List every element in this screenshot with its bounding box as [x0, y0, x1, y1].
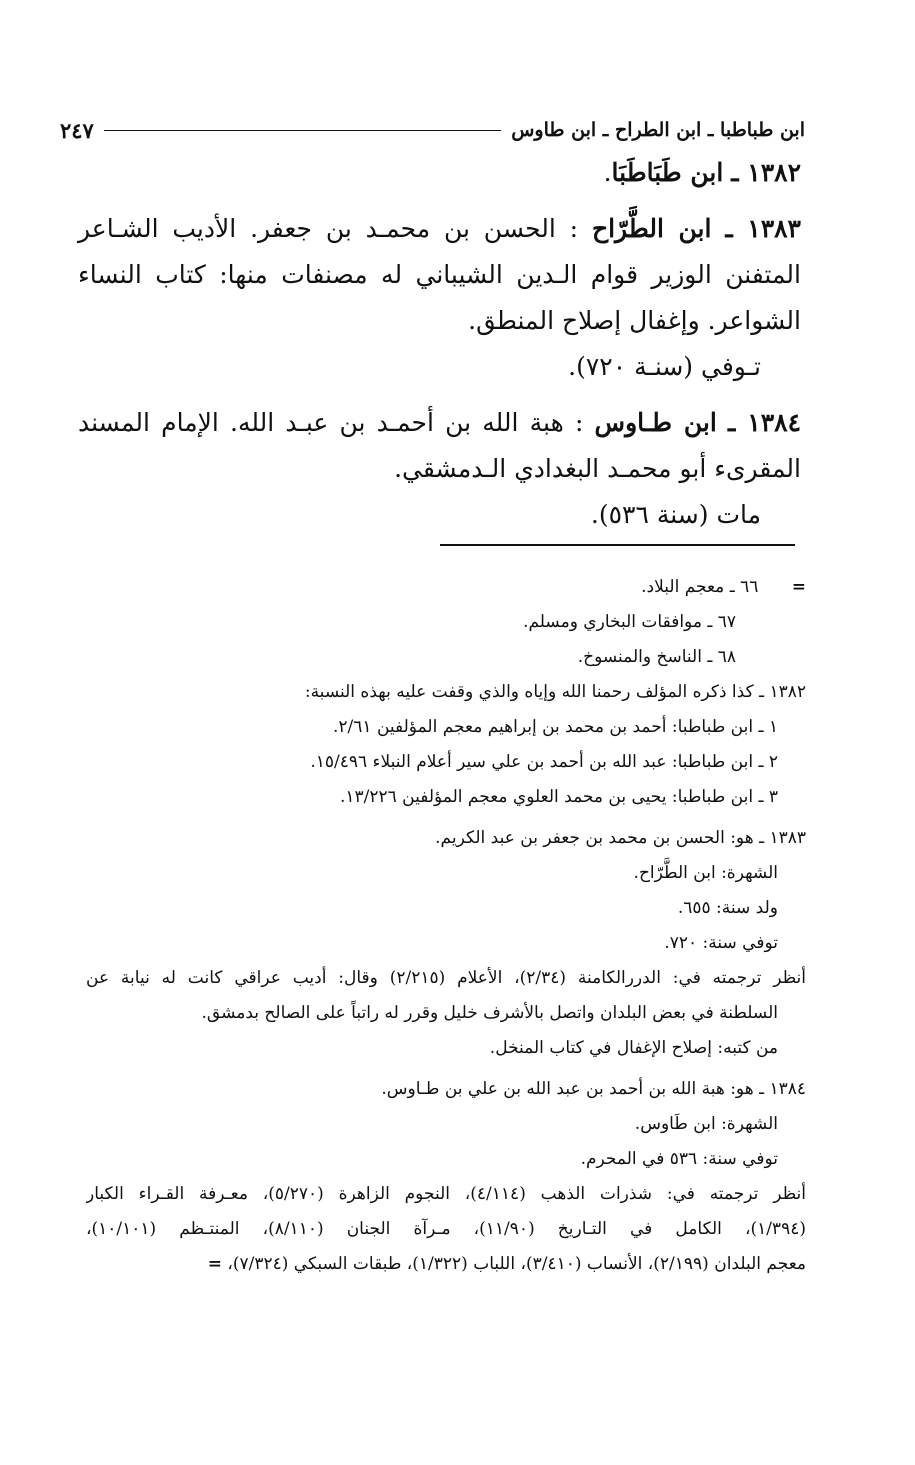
footnote-line [86, 570, 806, 605]
note-1384-head: ١٣٨٤ ـ هو: هبة الله بن أحمد بن عبد الله بن علي بن طـاوس. [381, 1079, 806, 1099]
note-1383-fame: الشهرة: ابن الطَّرّاح. [633, 863, 778, 883]
entry-number: ١٣٨٣ ـ [725, 214, 801, 243]
note-1384-refs: أنظر ترجمته في: شذرات الذهب (٤/١١٤)، النجوم الزاهرة (٥/٢٧٠)، معـرفة القـراء الكبار [86, 1184, 806, 1204]
page-header [60, 112, 805, 148]
note-1384-refs-last [86, 1247, 806, 1282]
note-1382-item: ٣ ـ ابن طباطبا: يحيى بن محمد العلوي معجم المؤلفين ١٣/٢٢٦. [339, 787, 778, 807]
entry-number: ١٣٨٢ ـ [731, 158, 801, 187]
entry-1382 [78, 150, 801, 196]
entry-death: تـوفي (سنـة ٧٢٠). [568, 352, 761, 381]
note-1383-head: ١٣٨٣ ـ هو: الحسن بن محمد بن جعفر بن عبد الكريم. [435, 828, 806, 848]
entry-name: ابن طـاوس [594, 408, 717, 437]
footnote-text: معجم البلدان (٢/١٩٩)، الأنساب (٣/٤١٠)، اللباب (١/٣٢٢)، طبقات السبكي (٧/٣٢٤)، [227, 1254, 806, 1274]
note-1382-head: ١٣٨٢ ـ كذا ذكره المؤلف رحمنا الله وإياه والذي وقفت عليه بهذه النسبة: [304, 682, 806, 702]
header-rule [104, 130, 501, 131]
continuation-marker: = [207, 1254, 222, 1274]
footnote-line: ٦٧ ـ موافقات البخاري ومسلم. [523, 612, 736, 632]
note-1382-item: ١ ـ ابن طباطبا: أحمد بن محمد بن إبراهيم معجم المؤلفين ٢/٦١. [333, 717, 778, 737]
entry-text: : هبة الله بن أحمـد بن عبـد الله. الإمام المسند المقرىء أبو محمـد البغدادي الـدمشقي. [78, 408, 801, 483]
entry-1383 [78, 206, 801, 390]
note-1384-fame: الشهرة: ابن طَاوس. [634, 1114, 778, 1134]
entry-name: ابن الطَّرّاح [591, 214, 712, 243]
page-number: ٢٤٧ [60, 117, 94, 143]
footnote-line: ٦٨ ـ الناسخ والمنسوخ. [577, 647, 736, 667]
entry-text: : الحسن بن محمـد بن جعفر. الأديب الشـاعر المتفنن الوزير قوام الـدين الشيباني له مصنفات منها: كتاب النساء الشواعر. وإغفال إصلاح المنطق. [78, 214, 801, 335]
note-1382-item: ٢ ـ ابن طباطبا: عبد الله بن أحمد بن علي سير أعلام النبلاء ١٥/٤٩٦. [310, 752, 778, 772]
note-1383-refs: السلطنة في بعض البلدان واتصل بالأشرف خليل وقرر له راتباً على الصالح بدمشق. [201, 1003, 778, 1023]
entry-1384 [78, 400, 801, 538]
note-1384-refs: (١/٣٩٤)، الكامل في التـاريخ (١١/٩٠)، مـرآة الجنان (٨/١١٠)، المنتـظم (١٠/١٠١)، [86, 1219, 806, 1239]
note-1383-died: توفي سنة: ٧٢٠. [664, 933, 778, 953]
running-title: ابن طباطبا ـ ابن الطراح ـ ابن طاوس [511, 119, 805, 141]
footnotes [86, 570, 806, 1282]
entry-text: . [603, 158, 612, 187]
note-1384-died: توفي سنة: ٥٣٦ في المحرم. [580, 1149, 778, 1169]
entry-name: ابن طَبَاطَبَا [611, 158, 724, 187]
footnote-text: ٦٦ ـ معجم البلاد. [641, 577, 759, 597]
entry-death: مات (سنة ٥٣٦). [590, 500, 761, 529]
note-1383-books: من كتبه: إصلاح الإغفال في كتاب المنخل. [489, 1038, 778, 1058]
note-1383-refs: أنظر ترجمته في: الدررالكامنة (٢/٣٤)، الأعلام (٢/٢١٥) وقال: أديب عراقي كانت له نيابة عن [86, 968, 806, 988]
note-1383-born: ولد سنة: ٦٥٥. [677, 898, 778, 918]
entry-number: ١٣٨٤ ـ [728, 408, 801, 437]
continuation-marker: = [791, 577, 806, 597]
main-text [78, 150, 801, 548]
footnote-divider [440, 544, 795, 546]
